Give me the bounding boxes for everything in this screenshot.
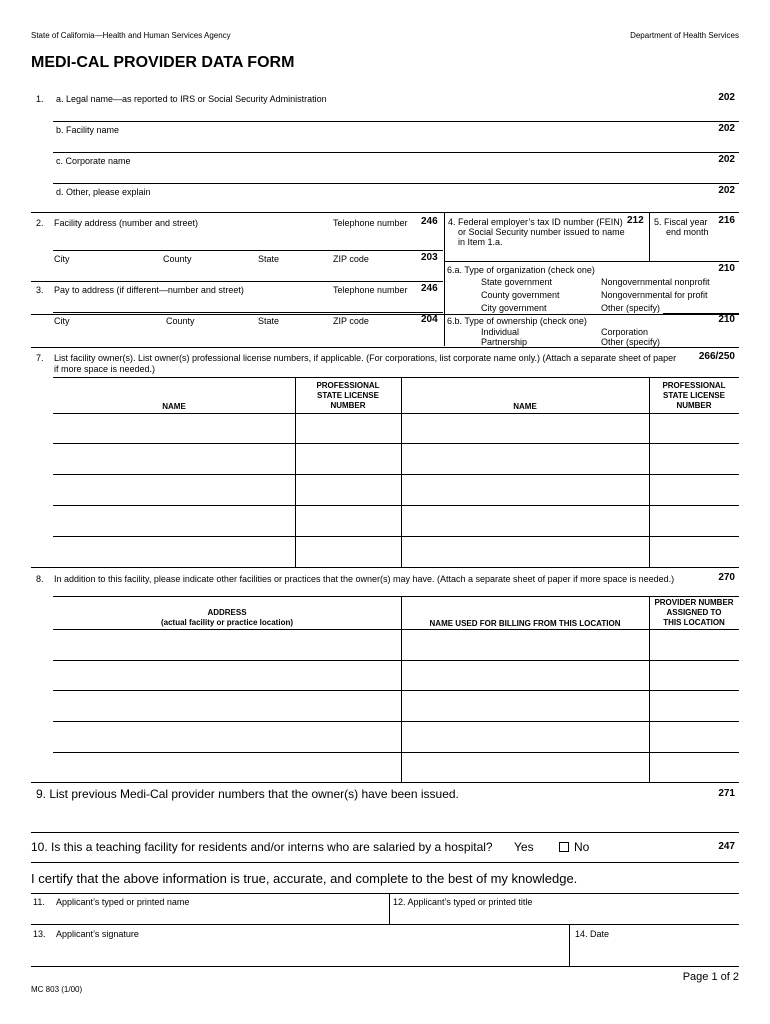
applicant-signature-label: Applicant’s signature	[56, 929, 139, 939]
ownership-corporation-option[interactable]: Corporation	[601, 327, 649, 337]
divider-line	[31, 893, 739, 894]
owners-row[interactable]	[53, 536, 739, 537]
teaching-facility-question: 10. Is this a teaching facility for residents and/or interns who are salaried by a hospital?	[31, 840, 493, 854]
ownership-type-code: 210	[718, 314, 735, 325]
facility-telephone-label: Telephone number	[333, 218, 408, 228]
pay-to-zip-code: 204	[421, 314, 438, 325]
other-name-label: d. Other, please explain	[56, 187, 151, 197]
org-state-option[interactable]: State government	[481, 277, 553, 287]
facility-zip-code: 203	[421, 252, 438, 263]
applicant-name-label: Applicant’s typed or printed name	[56, 897, 190, 907]
applicant-title-label: 12. Applicant’s typed or printed title	[393, 897, 533, 907]
pay-to-state-label: State	[258, 316, 280, 326]
ownership-individual-option[interactable]: Individual	[481, 327, 520, 337]
legal-name-code: 202	[718, 92, 735, 103]
owner-license-header-right: PROFESSIONAL STATE LICENSE NUMBER	[662, 381, 726, 410]
item3-number: 3.	[36, 285, 44, 295]
fein-label: 4. Federal employer’s tax ID number (FEIN) or Social Security number issued to name in Item 1.a.	[448, 217, 625, 247]
org-forprofit-option[interactable]: Nongovernmental for profit	[601, 290, 708, 300]
pay-to-address-field[interactable]	[53, 312, 443, 313]
item1-number: 1.	[36, 94, 44, 104]
billing-name-header: NAME USED FOR BILLING FROM THIS LOCATION	[429, 619, 621, 628]
facilities-row[interactable]	[53, 721, 739, 722]
applicant-name-field[interactable]	[31, 924, 739, 925]
other-facilities-code: 270	[718, 572, 735, 583]
legal-name-label: a. Legal name—as reported to IRS or Social Security Administration	[56, 94, 327, 104]
divider-line	[31, 347, 739, 348]
applicant-signature-field[interactable]	[31, 966, 739, 967]
fiscal-year-label: 5. Fiscal year end month	[654, 217, 709, 237]
date-label: 14. Date	[575, 929, 610, 939]
provider-number-header: PROVIDER NUMBER ASSIGNED TO THIS LOCATION	[654, 598, 734, 627]
checkbox-icon[interactable]	[559, 842, 569, 852]
facility-address-field[interactable]	[53, 250, 443, 251]
legal-name-field[interactable]	[53, 121, 739, 122]
pay-to-city-label: City	[54, 316, 70, 326]
facility-name-field[interactable]	[53, 152, 739, 153]
form-title: MEDI-CAL PROVIDER DATA FORM	[31, 54, 295, 71]
item7-number: 7.	[36, 353, 44, 363]
owners-instructions: List facility owner(s). List owner(s) professional license numbers, if applicable. (For corporations, list corporate name only.) (Attach a separate sheet of paper if more space is needed.)	[54, 353, 677, 374]
pay-to-telephone-label: Telephone number	[333, 285, 408, 295]
org-type-code: 210	[718, 263, 735, 274]
facilities-row[interactable]	[53, 752, 739, 753]
block-divider	[444, 212, 445, 346]
owners-row[interactable]	[53, 505, 739, 506]
previous-provider-numbers-label: 9. List previous Medi-Cal provider numbers that the owner(s) have been issued.	[36, 787, 459, 801]
org-type-label: 6.a. Type of organization (check one)	[447, 265, 595, 275]
teaching-yes-option[interactable]: Yes	[514, 840, 534, 854]
owners-row[interactable]	[53, 443, 739, 444]
name-title-divider	[389, 893, 390, 924]
divider-line	[31, 314, 739, 315]
pay-to-zip-label: ZIP code	[333, 316, 369, 326]
signature-date-divider	[569, 924, 570, 966]
pay-to-county-label: County	[166, 316, 195, 326]
fein-field[interactable]	[444, 261, 739, 262]
owners-code: 266/250	[698, 351, 735, 362]
owner-name-header-right: NAME	[513, 402, 537, 411]
department-name: Department of Health Services	[630, 31, 739, 40]
address-header: ADDRESS (actual facility or practice location)	[160, 608, 294, 627]
item13-number: 13.	[33, 929, 46, 939]
corporate-name-field[interactable]	[53, 183, 739, 184]
facilities-row[interactable]	[53, 629, 739, 630]
fein-divider	[649, 212, 650, 261]
facility-city-label: City	[54, 254, 70, 264]
facilities-row[interactable]	[53, 660, 739, 661]
org-nonprofit-option[interactable]: Nongovernmental nonprofit	[601, 277, 710, 287]
facilities-table-bottom	[31, 782, 739, 783]
facility-telephone-code: 246	[421, 216, 438, 227]
previous-provider-numbers-field[interactable]	[31, 832, 739, 833]
previous-provider-numbers-code: 271	[718, 788, 735, 799]
org-other-option[interactable]: Other (specify)	[601, 303, 661, 313]
facility-city-field[interactable]	[31, 281, 443, 282]
form-id: MC 803 (1/00)	[31, 985, 83, 994]
item11-number: 11.	[33, 897, 45, 907]
teaching-no-option[interactable]: No	[559, 840, 589, 854]
other-facilities-instructions: In addition to this facility, please indicate other facilities or practices that the owner(s) may have. (Attach a separate sheet of paper if more space is needed.)	[54, 574, 675, 584]
item2-number: 2.	[36, 218, 44, 228]
fiscal-year-code: 216	[718, 215, 735, 226]
teaching-facility-code: 247	[718, 841, 735, 852]
ownership-other-option[interactable]: Other (specify)	[601, 337, 661, 347]
owner-name-header-left: NAME	[162, 402, 186, 411]
facility-address-label: Facility address (number and street)	[54, 218, 199, 228]
divider-line	[31, 862, 739, 863]
corporate-name-label: c. Corporate name	[56, 156, 131, 166]
facility-county-label: County	[163, 254, 192, 264]
ownership-partnership-option[interactable]: Partnership	[481, 337, 528, 347]
ownership-type-label: 6.b. Type of ownership (check one)	[447, 316, 587, 326]
owners-table-top	[53, 377, 739, 378]
owners-row[interactable]	[53, 413, 739, 414]
item8-number: 8.	[36, 574, 44, 584]
pay-to-address-label: Pay to address (if different—number and street)	[54, 285, 244, 295]
owners-row[interactable]	[53, 474, 739, 475]
facility-state-label: State	[258, 254, 280, 264]
facility-name-label: b. Facility name	[56, 125, 120, 135]
org-city-option[interactable]: City government	[481, 303, 547, 313]
facility-zip-label: ZIP code	[333, 254, 369, 264]
facilities-row[interactable]	[53, 690, 739, 691]
other-name-code: 202	[718, 185, 735, 196]
page-number: Page 1 of 2	[682, 971, 739, 983]
facilities-table-top	[53, 596, 739, 597]
facility-name-code: 202	[718, 123, 735, 134]
agency-name: State of California—Health and Human Services Agency	[31, 31, 231, 40]
certification-statement: I certify that the above information is true, accurate, and complete to the best of my knowledge.	[31, 871, 578, 886]
owners-table-bottom	[31, 567, 739, 568]
org-county-option[interactable]: County government	[481, 290, 560, 300]
owner-license-header-left: PROFESSIONAL STATE LICENSE NUMBER	[316, 381, 380, 410]
corporate-name-code: 202	[718, 154, 735, 165]
other-name-field[interactable]	[31, 212, 739, 213]
pay-to-telephone-code: 246	[421, 283, 438, 294]
fein-code: 212	[627, 215, 644, 226]
